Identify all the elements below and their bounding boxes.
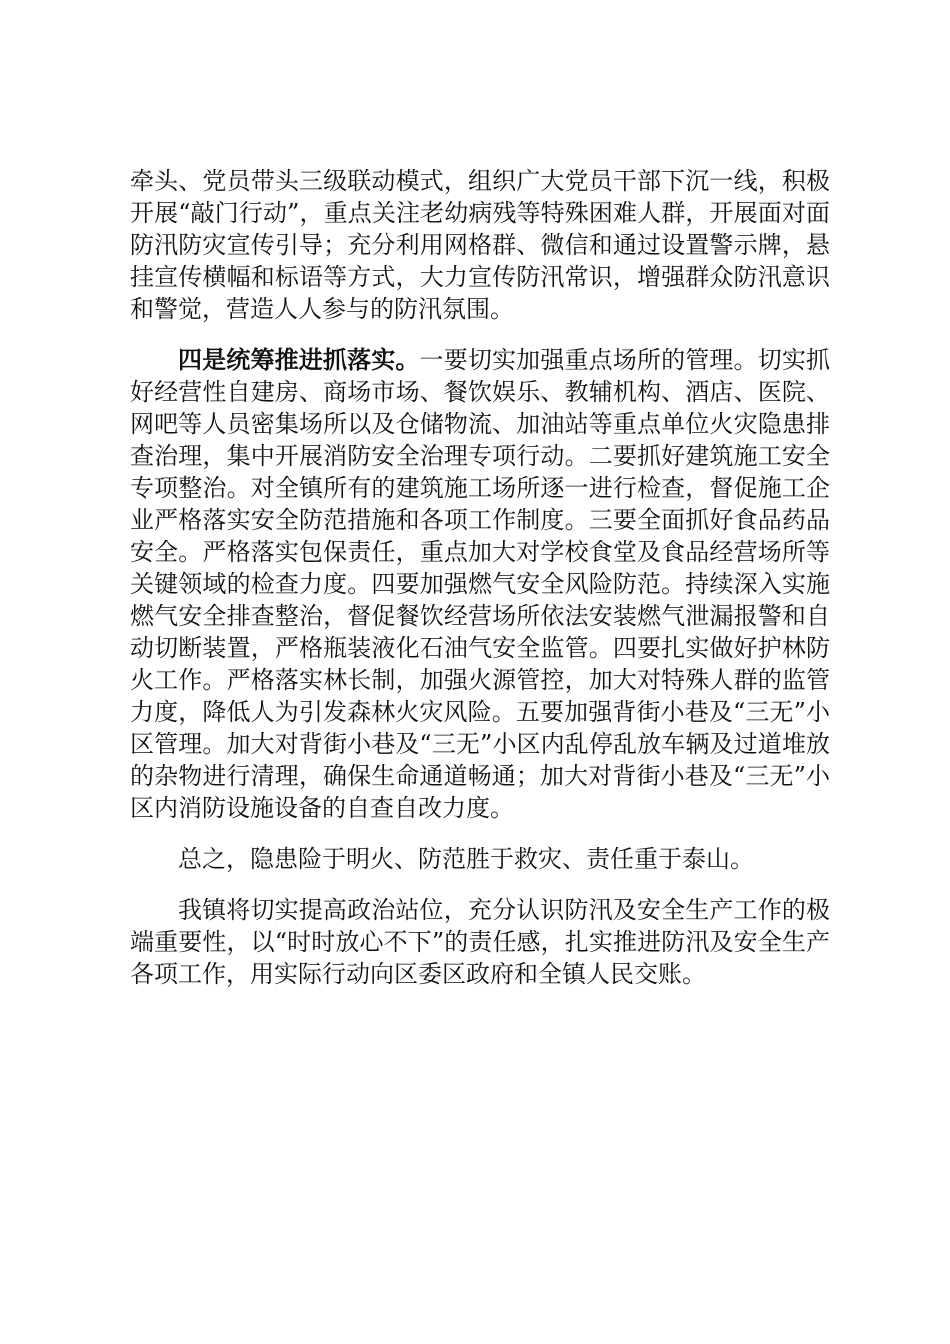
paragraph-summary: 总之，隐患险于明火、防范胜于救灾、责任重于泰山。 (178, 845, 754, 873)
paragraph-section-four (130, 344, 830, 824)
paragraph-body: 一要切实加强重点场所的管理。切实抓好经营性自建房、商场市场、餐饮娱乐、教辅机构、酒店、医院、网吧等人员密集场所以及仓储物流、加油站等重点单位火灾隐患排查治理，集中开展消防安全治理专项行动。二要抓好建筑施工安全专项整治。对全镇所有的建筑施工场所逐一进行检查，督促施工企业严格落实安全防范措施和各项工作制度。三要全面抓好食品药品安全。严格落实包保责任，重点加大对学校食堂及食品经营场所等关键领域的检查力度。四要加强燃气安全风险防范。持续深入实施燃气安全排查整治，督促餐饮经营场所依法安装燃气泄漏报警和自动切断装置，严格瓶装液化石油气安全监管。四要扎实做好护林防火工作。严格落实林长制，加强火源管控，加大对特殊人群的监管力度，降低人为引发森林火灾风险。五要加强背街小巷及“三无”小区管理。加大对背街小巷及“三无”小区内乱停乱放车辆及过道堆放的杂物进行清理，确保生命通道畅通；加大对背街小巷及“三无”小区内消防设施设备的自查自改力度。 (130, 346, 831, 822)
paragraph-continuation: 牵头、党员带头三级联动模式，组织广大党员干部下沉一线，积极开展“敲门行动”，重点关注老幼病残等特殊困难人群，开展面对面防汛防灾宣传引导；充分利用网格群、微信和通过设置警示牌，悬挂宣传横幅和标语等方式，大力宣传防汛常识，增强群众防汛意识和警觉，营造人人参与的防汛氛围。 (130, 167, 830, 323)
paragraph-conclusion: 我镇将切实提高政治站位，充分认识防汛及安全生产工作的极端重要性，以“时时放心不下”的责任感，扎实推进防汛及安全生产各项工作，用实际行动向区委区政府和全镇人民交账。 (130, 896, 830, 988)
paragraph-lead-heading: 四是统筹推进抓落实。 (178, 345, 420, 374)
document-page (130, 165, 830, 1009)
